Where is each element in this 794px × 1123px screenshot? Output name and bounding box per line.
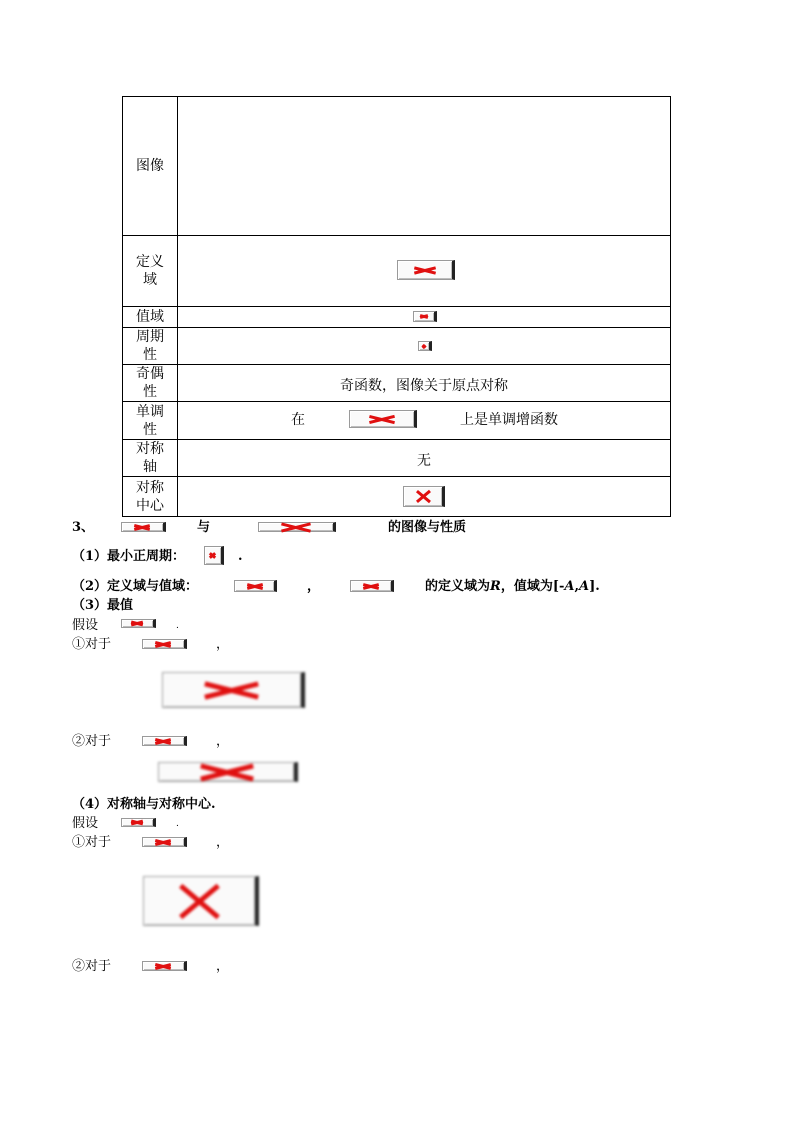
table-row-axis (123, 439, 670, 476)
broken-image-icon (234, 580, 277, 592)
case1-comma: ， (216, 637, 230, 652)
item3-label: （3）最值 (72, 598, 134, 613)
case1-text-2: ①对于 (72, 835, 112, 850)
broken-image-icon (403, 486, 445, 507)
assume-text-2: 假设 (72, 816, 99, 831)
broken-image-icon (397, 260, 455, 280)
row-label-image: 图像 (136, 158, 164, 174)
broken-image-icon (142, 639, 187, 649)
section-title: 的图像与性质 (388, 520, 467, 535)
broken-image-icon (142, 961, 187, 971)
table-row-center (123, 476, 670, 516)
item4-label: （4）对称轴与对称中心. (72, 797, 216, 812)
properties-table (122, 96, 671, 517)
row-label-axis: 对称轴 (136, 441, 164, 475)
broken-image-icon (143, 876, 259, 926)
table-row-monotonicity (123, 401, 670, 439)
section-number: 3、 (72, 520, 95, 535)
item1-label: （1）最小正周期： (72, 549, 186, 564)
item2-text: 的定义域为R，值域为[-A,A]. (425, 579, 600, 594)
row-label-center: 对称中心 (136, 479, 164, 514)
item2-label: （2）定义域与值域： (72, 579, 199, 594)
broken-image-icon (121, 818, 156, 827)
assume-period: . (176, 621, 179, 631)
axis-value: 无 (417, 453, 431, 469)
case2-text: ②对于 (72, 734, 112, 749)
row-label-monotonicity: 单调性 (136, 403, 164, 438)
broken-image-icon (142, 736, 187, 746)
broken-image-icon (121, 522, 166, 532)
graph-area (178, 97, 670, 235)
table-row-range (123, 306, 670, 327)
table-row-image (123, 97, 670, 235)
broken-image-icon (418, 341, 432, 351)
row-label-parity: 奇偶性 (136, 366, 164, 400)
broken-image-icon (258, 522, 336, 532)
item1-end: . (238, 549, 243, 564)
assume-text: 假设 (72, 618, 99, 633)
case2-comma-2: ， (216, 959, 230, 974)
parity-value: 奇函数，图像关于原点对称 (340, 378, 508, 394)
broken-image-icon (349, 410, 417, 428)
monotonic-prefix: 在 (291, 412, 305, 428)
case2-text-2: ②对于 (72, 959, 112, 974)
row-label-range: 值域 (136, 309, 164, 325)
row-label-period: 周期性 (136, 329, 164, 363)
broken-image-icon (350, 580, 394, 592)
broken-image-icon (413, 311, 437, 322)
monotonic-suffix: 上是单调增函数 (460, 412, 558, 428)
item2-comma: ， (307, 579, 321, 594)
broken-image-icon (121, 619, 156, 628)
table-row-domain (123, 235, 670, 306)
broken-image-icon (142, 837, 187, 847)
case2-comma: ， (216, 734, 230, 749)
table-row-parity (123, 364, 670, 401)
case1-text: ①对于 (72, 637, 112, 652)
table-row-period (123, 327, 670, 364)
assume-period-2: . (176, 819, 179, 829)
section-connector: 与 (197, 520, 211, 535)
row-label-domain: 定义域 (136, 254, 164, 288)
broken-image-icon (158, 762, 298, 782)
broken-image-icon (162, 672, 305, 708)
broken-image-icon (204, 546, 224, 565)
case1-comma-2: ， (216, 835, 230, 850)
